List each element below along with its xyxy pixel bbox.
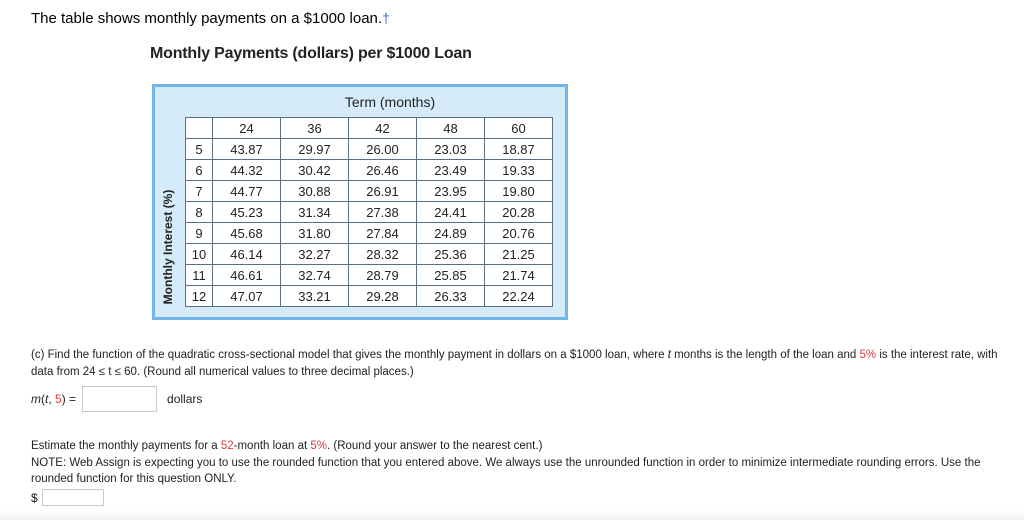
- term-header-cell: 42: [349, 118, 417, 139]
- payment-cell: 33.21: [281, 286, 349, 307]
- payment-cell: 29.97: [281, 139, 349, 160]
- payment-cell: 45.23: [213, 202, 281, 223]
- table-row: [186, 139, 553, 160]
- interest-axis-label: Monthly Interest (%): [161, 189, 175, 305]
- corner-cell: [186, 118, 213, 139]
- dollar-sign: $: [31, 490, 38, 505]
- intro-text: The table shows monthly payments on a $1000 loan.: [31, 10, 383, 27]
- table-row: [186, 286, 553, 307]
- footnote-dagger-link[interactable]: †: [382, 10, 390, 26]
- payment-cell: 44.32: [213, 160, 281, 181]
- table-row: [186, 202, 553, 223]
- payment-cell: 25.36: [417, 244, 485, 265]
- payment-cell: 24.89: [417, 223, 485, 244]
- function-label: m(t, 5) =: [31, 392, 77, 406]
- payment-cell: 30.88: [281, 181, 349, 202]
- payment-cell: 19.33: [485, 160, 553, 181]
- estimate-prompt: Estimate the monthly payments for a 52-month loan at 5%. (Round your answer to the nearest cent.): [31, 440, 543, 452]
- term-header-cell: 24: [213, 118, 281, 139]
- table-row: [186, 160, 553, 181]
- table-row: [186, 223, 553, 244]
- payment-cell: 18.87: [485, 139, 553, 160]
- payment-cell: 25.85: [417, 265, 485, 286]
- payment-cell: 30.42: [281, 160, 349, 181]
- rate-cell: 11: [186, 265, 213, 286]
- payment-cell: 29.28: [349, 286, 417, 307]
- rate-cell: 12: [186, 286, 213, 307]
- loan-months-highlight: 52: [220, 440, 234, 452]
- payment-cell: 27.84: [349, 223, 417, 244]
- payment-cell: 46.61: [213, 265, 281, 286]
- rate-cell: 7: [186, 181, 213, 202]
- payment-cell: 21.74: [485, 265, 553, 286]
- function-answer-input[interactable]: [82, 386, 157, 412]
- table-header-row: [186, 118, 553, 139]
- payment-cell: 23.49: [417, 160, 485, 181]
- payment-cell: 44.77: [213, 181, 281, 202]
- payment-cell: 27.38: [349, 202, 417, 223]
- bottom-fade: [0, 510, 1024, 520]
- rate-cell: 6: [186, 160, 213, 181]
- payment-table-frame: [152, 84, 568, 320]
- payment-cell: 28.32: [349, 244, 417, 265]
- part-c-question: (c) Find the function of the quadratic cross-sectional model that gives the monthly payment in dollars on a $1000 loan, where t months is the length of the loan and 5% is the interest rate, with data from 24 ≤ t ≤ 60. (Round all numerical values to three decimal places.): [31, 349, 998, 378]
- estimate-note: NOTE: Web Assign is expecting you to use the rounded function that you entered above. We always use the unrounded function in order to minimize intermediate rounding errors. Use the rounded function for this question ONLY.: [31, 456, 981, 485]
- payment-cell: 24.41: [417, 202, 485, 223]
- payment-cell: 43.87: [213, 139, 281, 160]
- payment-cell: 20.28: [485, 202, 553, 223]
- rate-cell: 5: [186, 139, 213, 160]
- payment-cell: 26.46: [349, 160, 417, 181]
- term-header-cell: 60: [485, 118, 553, 139]
- term-header-cell: 48: [417, 118, 485, 139]
- dollars-unit-label: dollars: [167, 392, 203, 406]
- payment-cell: 28.79: [349, 265, 417, 286]
- payment-cell: 47.07: [213, 286, 281, 307]
- estimate-answer-input[interactable]: [42, 489, 104, 506]
- payment-table: [185, 117, 553, 307]
- table-row: [186, 181, 553, 202]
- estimate-answer-row: [31, 489, 104, 506]
- estimate-question: [31, 438, 1006, 488]
- estimate-rate-highlight: 5%: [310, 440, 327, 452]
- payment-cell: 31.80: [281, 223, 349, 244]
- rate-cell: 10: [186, 244, 213, 265]
- payment-cell: 32.27: [281, 244, 349, 265]
- table-row: [186, 265, 553, 286]
- payment-cell: 31.34: [281, 202, 349, 223]
- payment-cell: 46.14: [213, 244, 281, 265]
- rate-cell: 8: [186, 202, 213, 223]
- interest-rate-highlight: 5%: [859, 349, 877, 361]
- function-answer-row: [31, 386, 202, 412]
- table-title: Monthly Payments (dollars) per $1000 Loan: [150, 45, 472, 62]
- rate-cell: 9: [186, 223, 213, 244]
- term-header-cell: 36: [281, 118, 349, 139]
- table-row: [186, 244, 553, 265]
- term-header: Term (months): [344, 94, 436, 110]
- payment-cell: 26.00: [349, 139, 417, 160]
- payment-cell: 45.68: [213, 223, 281, 244]
- payment-cell: 26.33: [417, 286, 485, 307]
- payment-cell: 22.24: [485, 286, 553, 307]
- problem-intro: [31, 10, 390, 27]
- payment-cell: 32.74: [281, 265, 349, 286]
- payment-cell: 19.80: [485, 181, 553, 202]
- payment-cell: 26.91: [349, 181, 417, 202]
- payment-cell: 20.76: [485, 223, 553, 244]
- payment-cell: 23.03: [417, 139, 485, 160]
- payment-cell: 23.95: [417, 181, 485, 202]
- payment-cell: 21.25: [485, 244, 553, 265]
